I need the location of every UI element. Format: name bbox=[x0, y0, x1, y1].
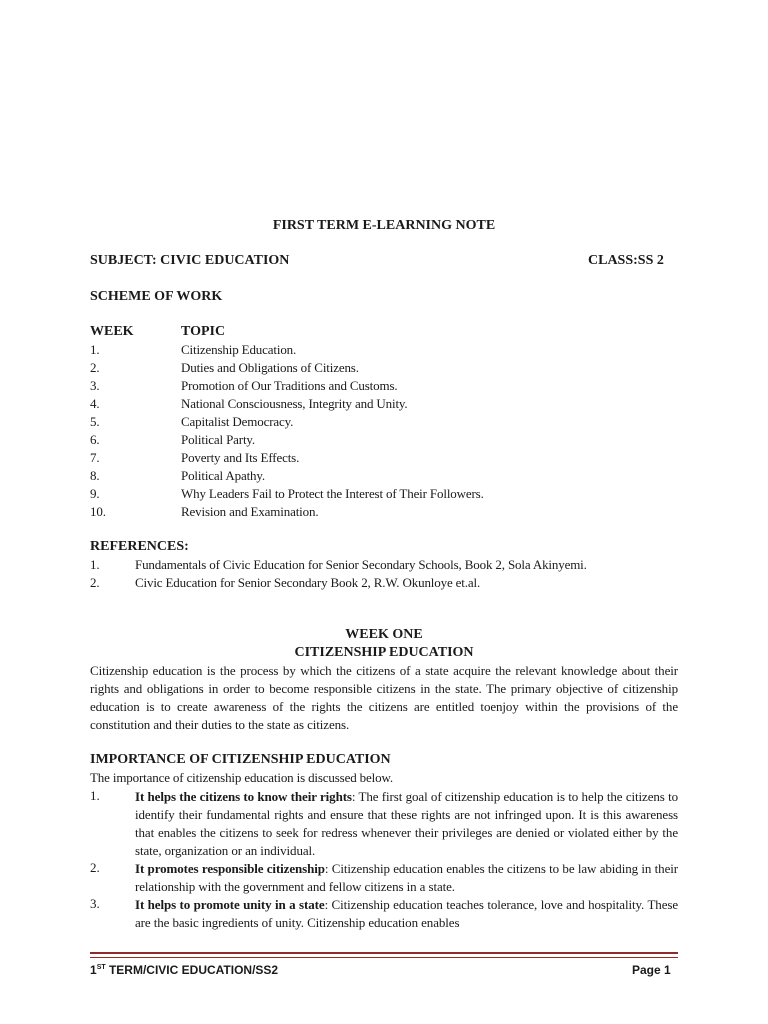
footer-term-suffix: ST bbox=[96, 964, 106, 971]
footer-page-number: Page 1 bbox=[632, 963, 671, 977]
importance-item bbox=[135, 860, 678, 896]
scheme-week-number: 6. bbox=[90, 432, 100, 447]
importance-item-text: : Citizenship education teaches tolerance, love and hospitality. These are the basic ingredients of unity. Citizenship education enables bbox=[135, 897, 679, 930]
scheme-topic: Duties and Obligations of Citizens. bbox=[181, 360, 359, 375]
scheme-topic: Poverty and Its Effects. bbox=[181, 450, 300, 465]
scheme-week-number: 7. bbox=[90, 450, 100, 465]
references-heading: REFERENCES: bbox=[90, 539, 189, 554]
scheme-topic: Promotion of Our Traditions and Customs. bbox=[181, 378, 398, 393]
importance-item bbox=[135, 896, 678, 932]
scheme-topic: National Consciousness, Integrity and Unity. bbox=[181, 396, 408, 411]
footer-rule-thin bbox=[90, 957, 678, 958]
scheme-topic: Capitalist Democracy. bbox=[181, 414, 294, 429]
reference-number: 2. bbox=[90, 575, 100, 590]
reference-text: Fundamentals of Civic Education for Senior Secondary Schools, Book 2, Sola Akinyemi. bbox=[135, 557, 587, 572]
scheme-week-number: 9. bbox=[90, 486, 100, 501]
scheme-week-number: 3. bbox=[90, 378, 100, 393]
importance-item-text: : Citizenship education enables the citizens to be law abiding in their relationship with the government and fellow citizens in a state. bbox=[135, 861, 678, 894]
reference-text: Civic Education for Senior Secondary Book 2, R.W. Okunloye et.al. bbox=[135, 575, 481, 590]
scheme-week-number: 5. bbox=[90, 414, 100, 429]
scheme-week-number: 4. bbox=[90, 396, 100, 411]
scheme-topic: Political Party. bbox=[181, 432, 256, 447]
scheme-week-number: 10. bbox=[90, 504, 106, 519]
scheme-topic: Citizenship Education. bbox=[181, 342, 297, 357]
scheme-topic-header: TOPIC bbox=[181, 324, 226, 339]
footer-term bbox=[90, 963, 278, 977]
document-title: FIRST TERM E-LEARNING NOTE bbox=[272, 218, 496, 233]
importance-intro: The importance of citizenship education is discussed below. bbox=[90, 770, 393, 785]
scheme-week-header: WEEK bbox=[90, 324, 134, 339]
week-heading: WEEK ONE bbox=[345, 627, 423, 642]
importance-heading: IMPORTANCE OF CITIZENSHIP EDUCATION bbox=[90, 752, 391, 767]
intro-paragraph: Citizenship education is the process by which the citizens of a state acquire the relevant knowledge about their rights and obligations in order to become responsible citizens in the state. The primary objective of citizenship education is to create awareness of the rights the citizens are entitled toenjoy within the provisions of the constitution and their duties to the state as citizens. bbox=[90, 663, 678, 732]
footer-term-number: 1 bbox=[90, 963, 97, 977]
importance-item-text: : The first goal of citizenship education is to help the citizens to identify their fundamental rights and ensure that these rights are not infringed upon. It is this awareness that enables the citizens to seek for redress whenever their privileges are denied or violated either by the state, organization or an individual. bbox=[135, 789, 678, 858]
importance-item-title: It helps to promote unity in a state bbox=[135, 897, 325, 912]
footer-rule-thick bbox=[90, 952, 678, 954]
scheme-week-number: 2. bbox=[90, 360, 100, 375]
topic-heading: CITIZENSHIP EDUCATION bbox=[294, 645, 474, 660]
importance-item-number: 3. bbox=[90, 896, 100, 911]
scheme-topic: Political Apathy. bbox=[181, 468, 265, 483]
footer-term-text: TERM/CIVIC EDUCATION/SS2 bbox=[105, 963, 279, 977]
scheme-week-number: 8. bbox=[90, 468, 100, 483]
scheme-heading: SCHEME OF WORK bbox=[90, 289, 223, 304]
importance-item-title: It helps the citizens to know their rights bbox=[135, 789, 352, 804]
scheme-topic: Revision and Examination. bbox=[181, 504, 319, 519]
subject-label: SUBJECT: CIVIC EDUCATION bbox=[90, 253, 290, 268]
scheme-topic: Why Leaders Fail to Protect the Interest of Their Followers. bbox=[181, 486, 484, 501]
scheme-week-number: 1. bbox=[90, 342, 100, 357]
class-label: CLASS:SS 2 bbox=[588, 253, 664, 268]
importance-item bbox=[135, 788, 678, 860]
importance-item-title: It promotes responsible citizenship bbox=[135, 861, 325, 876]
importance-item-number: 2. bbox=[90, 860, 100, 875]
reference-number: 1. bbox=[90, 557, 100, 572]
importance-item-number: 1. bbox=[90, 788, 100, 803]
